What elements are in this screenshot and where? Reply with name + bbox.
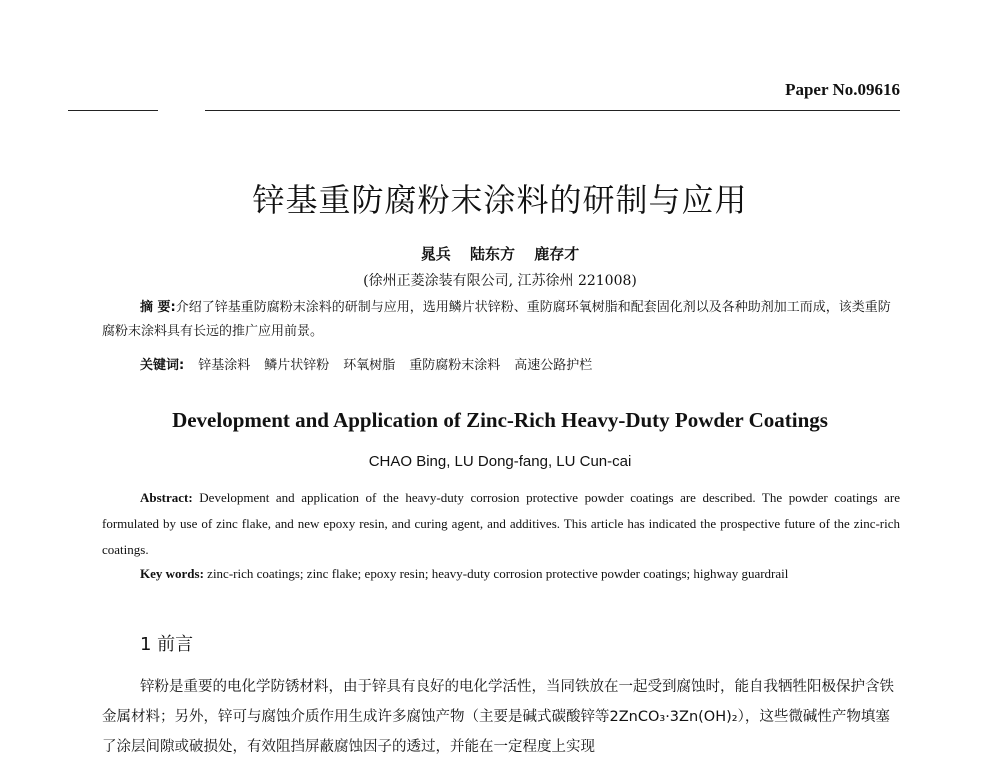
authors-chinese: 晁兵 陆东方 鹿存才 bbox=[420, 245, 580, 263]
keywords-text-english: zinc-rich coatings; zinc flake; epoxy resin; heavy-duty corrosion protective powder coatings; highway guardrail bbox=[207, 566, 789, 581]
keyword-chinese: 高速公路护栏 bbox=[514, 358, 593, 373]
section-body: 锌粉是重要的电化学防锈材料，由于锌具有良好的电化学活性，当同铁放在一起受到腐蚀时，能自我牺牲阳极保护含铁金属材料；另外，锌可与腐蚀介质作用生成许多腐蚀产物（主要是碱式碳酸锌等2ZnCO₃·3Zn(OH)₂），这些微碱性产物填塞了涂层间隙或破损处，有效阻挡屏蔽腐蚀因子的透过，并能在一定程度上实现 bbox=[102, 679, 894, 755]
paper-number: Paper No.09616 bbox=[785, 80, 900, 99]
header-rule-right bbox=[205, 110, 900, 111]
abstract-text-chinese: 介绍了锌基重防腐粉末涂料的研制与应用，选用鳞片状锌粉、重防腐环氧树脂和配套固化剂以及各种助剂加工而成，该类重防腐粉末涂料具有长远的推广应用前景。 bbox=[102, 300, 891, 339]
keyword-chinese: 环氧树脂 bbox=[343, 358, 396, 373]
title-english: Development and Application of Zinc-Rich Heavy-Duty Powder Coatings bbox=[172, 408, 828, 432]
keywords-label-english: Key words: bbox=[140, 566, 204, 581]
abstract-label-english: Abstract: bbox=[140, 490, 193, 505]
keywords-label-chinese: 关键词: bbox=[140, 358, 185, 373]
title-chinese: 锌基重防腐粉末涂料的研制与应用 bbox=[252, 181, 748, 219]
authors-english: CHAO Bing, LU Dong-fang, LU Cun-cai bbox=[368, 453, 632, 470]
section-heading: 1 前言 bbox=[140, 634, 194, 655]
abstract-chinese bbox=[102, 296, 900, 344]
header-rule-left bbox=[68, 110, 158, 111]
abstract-text-english: Development and application of the heavy-duty corrosion protective powder coatings are described. The powder coatings are formulated by use of zinc flake, and new epoxy resin, and curing agent, and additives. This article has indicated the prospective future of the zinc-rich coatings. bbox=[102, 490, 900, 557]
keyword-chinese: 重防腐粉末涂料 bbox=[409, 358, 501, 373]
keyword-chinese: 鳞片状锌粉 bbox=[264, 358, 330, 373]
abstract-label-chinese: 摘 要: bbox=[140, 300, 176, 315]
keywords-chinese bbox=[140, 354, 900, 373]
keyword-chinese: 锌基涂料 bbox=[198, 358, 251, 373]
keywords-english bbox=[140, 566, 900, 582]
abstract-english bbox=[102, 485, 900, 563]
affiliation-chinese: (徐州正菱涂装有限公司, 江苏徐州 221008) bbox=[363, 273, 637, 289]
